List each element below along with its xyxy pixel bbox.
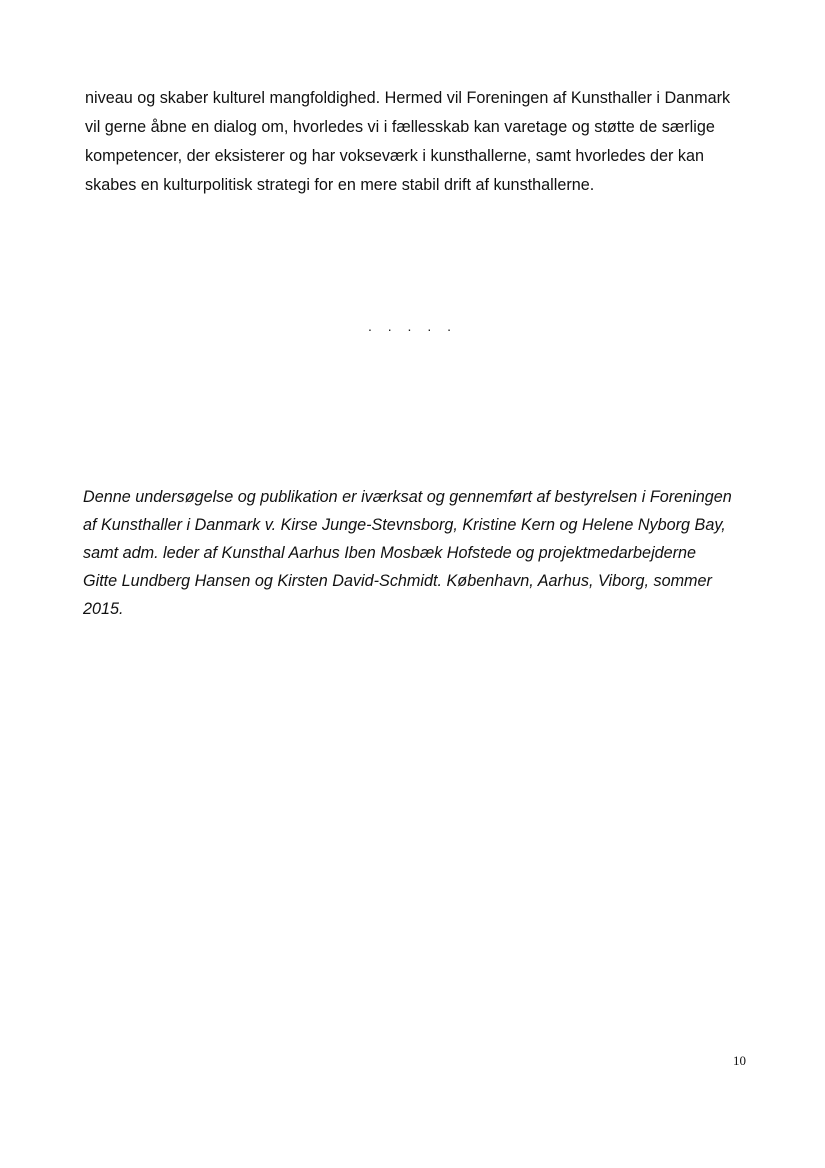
section-separator: . . . . . xyxy=(368,318,458,334)
body-line: vil gerne åbne en dialog om, hvorledes vi i fællesskab kan varetage og støtte de særlige xyxy=(85,118,715,136)
credits-line: samt adm. leder af Kunsthal Aarhus Iben Mosbæk Hofstede og projektmedarbejderne xyxy=(83,544,697,562)
body-paragraph xyxy=(85,84,765,200)
body-line: skabes en kulturpolitisk strategi for en mere stabil drift af kunsthallerne. xyxy=(85,176,595,194)
page-number: 10 xyxy=(733,1053,746,1068)
credits-line: af Kunsthaller i Danmark v. Kirse Junge-Stevnsborg, Kristine Kern og Helene Nyborg Bay, xyxy=(83,516,726,534)
credits-note xyxy=(83,483,773,623)
credits-line: Denne undersøgelse og publikation er iværksat og gennemført af bestyrelsen i Foreningen xyxy=(83,488,732,506)
credits-line: Gitte Lundberg Hansen og Kirsten David-Schmidt. København, Aarhus, Viborg, sommer xyxy=(83,572,712,590)
body-line: niveau og skaber kulturel mangfoldighed. Hermed vil Foreningen af Kunsthaller i Danmark xyxy=(85,89,731,107)
body-line: kompetencer, der eksisterer og har vokseværk i kunsthallerne, samt hvorledes der kan xyxy=(85,147,705,165)
credits-line: 2015. xyxy=(83,600,124,618)
